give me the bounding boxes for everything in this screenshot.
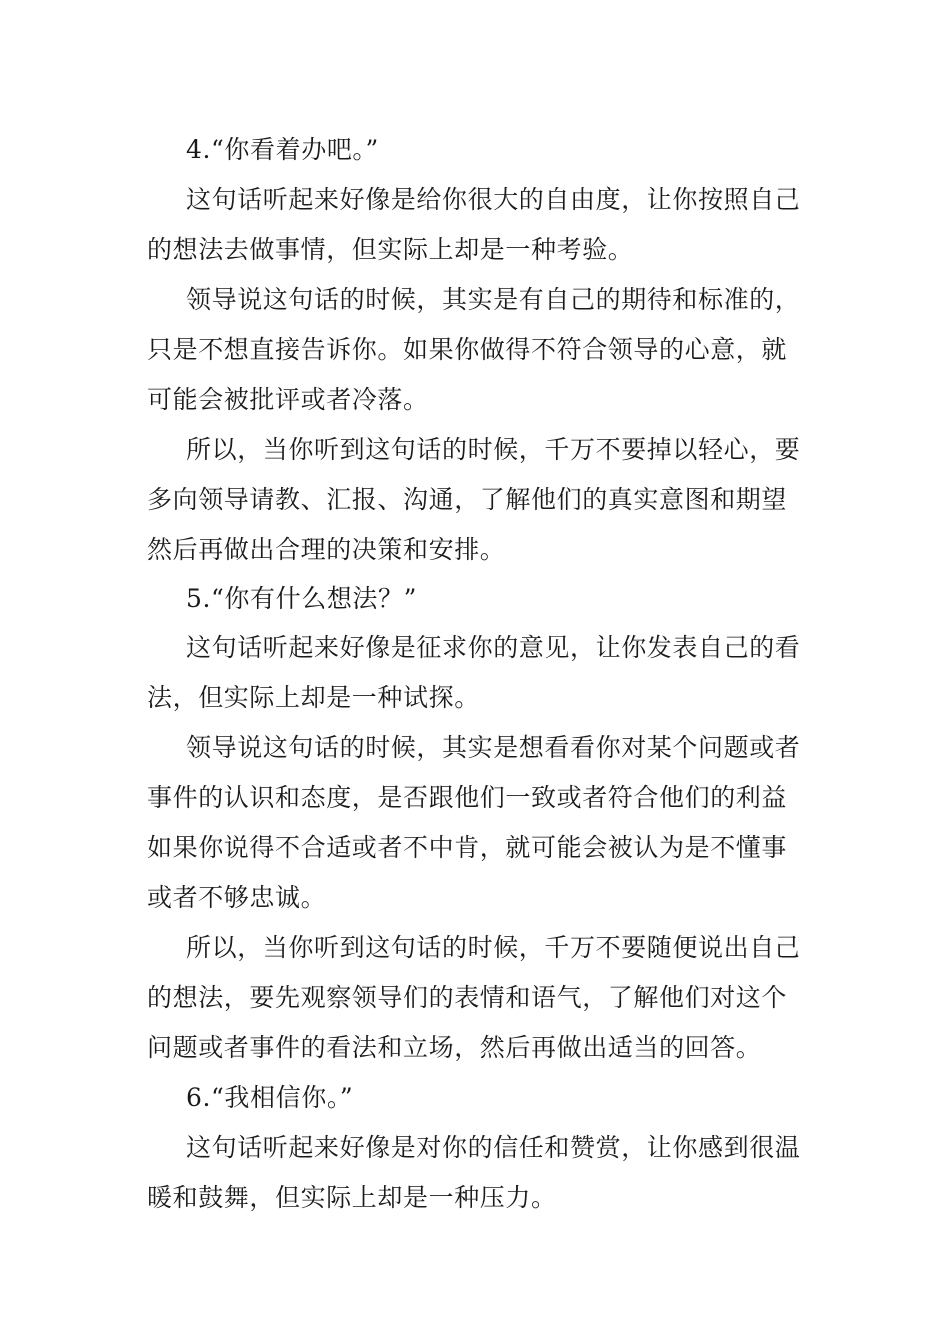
- paragraph-line: 事件的认识和态度，是否跟他们一致或者符合他们的利益: [147, 783, 788, 812]
- paragraph-line: 如果你说得不合适或者不中肯，就可能会被认为是不懂事: [147, 833, 788, 862]
- paragraph-line: 多向领导请教、汇报、沟通，了解他们的真实意图和期望: [147, 485, 788, 514]
- paragraph-line: 然后再做出合理的决策和安排。: [147, 535, 506, 564]
- paragraph-line: 只是不想直接告诉你。如果你做得不符合领导的心意，就: [147, 335, 788, 364]
- paragraph-line: 的想法去做事情，但实际上却是一种考验。: [147, 235, 634, 264]
- heading-6: 6.“我相信你。”: [186, 1083, 354, 1112]
- paragraph-line: 的想法，要先观察领导们的表情和语气，了解他们对这个: [147, 983, 788, 1012]
- heading-5: 5.“你有什么想法？”: [186, 584, 418, 613]
- paragraph-line: 领导说这句话的时候，其实是想看看你对某个问题或者: [186, 733, 801, 762]
- paragraph-line: 领导说这句话的时候，其实是有自己的期待和标准的，: [186, 285, 801, 314]
- paragraph-line: 暖和鼓舞，但实际上却是一种压力。: [147, 1183, 557, 1212]
- paragraph-line: 可能会被批评或者冷落。: [147, 385, 429, 414]
- paragraph-line: 问题或者事件的看法和立场，然后再做出适当的回答。: [147, 1033, 762, 1062]
- paragraph-line: 这句话听起来好像是征求你的意见，让你发表自己的看: [186, 633, 801, 662]
- paragraph-line: 所以，当你听到这句话的时候，千万不要随便说出自己: [186, 933, 801, 962]
- paragraph-line: 这句话听起来好像是对你的信任和赞赏，让你感到很温: [186, 1133, 801, 1162]
- paragraph-line: 所以，当你听到这句话的时候，千万不要掉以轻心，要: [186, 435, 801, 464]
- paragraph-line: 这句话听起来好像是给你很大的自由度，让你按照自己: [186, 185, 801, 214]
- heading-4: 4.“你看着办吧。”: [186, 135, 379, 164]
- paragraph-line: 法，但实际上却是一种试探。: [147, 683, 480, 712]
- paragraph-line: 或者不够忠诚。: [147, 883, 327, 912]
